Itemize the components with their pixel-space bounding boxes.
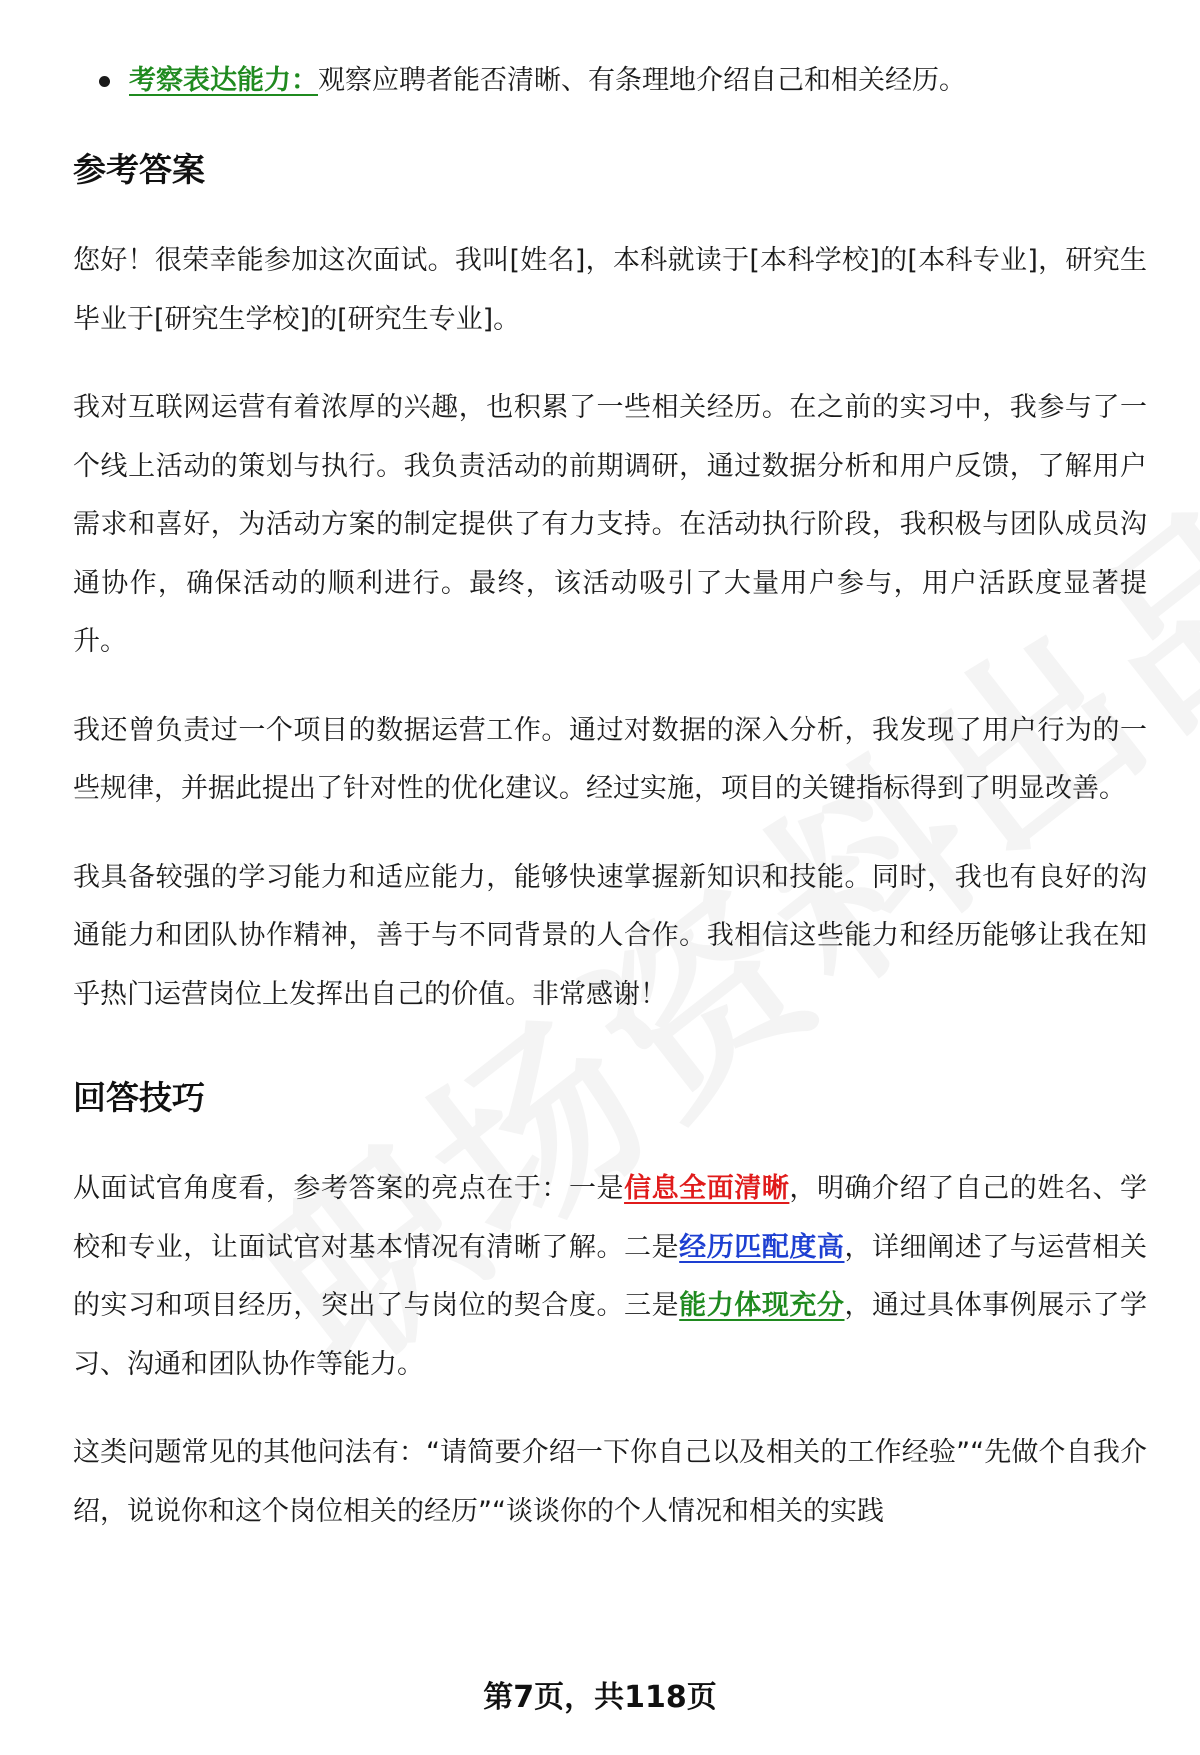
bullet-label: 考察表达能力：: [129, 65, 318, 96]
tips-paragraph-1: [73, 1160, 1147, 1394]
bullet-dot-icon: [99, 76, 110, 87]
tips-text: ，详细阐述了与运营相关的实习和项目经历，突出了与岗位的契合度。三是: [73, 1231, 1148, 1321]
highlight-info-clear: 信息全面清晰: [624, 1173, 790, 1204]
highlight-ability-shown: 能力体现充分: [679, 1290, 845, 1321]
tips-text: ，通过具体事例展示了学习、沟通和团队协作等能力。: [73, 1290, 1148, 1380]
tips-text: ，明确介绍了自己的姓名、学校和专业，让面试官对基本情况有清晰了解。二是: [73, 1173, 1148, 1263]
reference-paragraph-2: 我对互联网运营有着浓厚的兴趣，也积累了一些相关经历。在之前的实习中，我参与了一个线上活动的策划与执行。我负责活动的前期调研，通过数据分析和用户反馈，了解用户需求和喜好，为活动方案的制定提供了有力支持。在活动执行阶段，我积极与团队成员沟通协作，确保活动的顺利进行。最终，该活动吸引了大量用户参与，用户活跃度显著提升。: [73, 392, 1147, 657]
bullet-item: [73, 52, 1147, 110]
page-content: [73, 52, 1147, 1571]
tips-text: 从面试官角度看，参考答案的亮点在于：一是: [73, 1173, 625, 1204]
reference-answer-heading: 参考答案: [73, 150, 205, 189]
tips-paragraph-2: 这类问题常见的其他问法有：“请简要介绍一下你自己以及相关的工作经验”“先做个自我介绍，说说你和这个岗位相关的经历”“谈谈你的个人情况和相关的实践: [73, 1437, 1147, 1527]
bullet-text: 观察应聘者能否清晰、有条理地介绍自己和相关经历。: [318, 65, 966, 96]
reference-paragraph-1: 您好！很荣幸能参加这次面试。我叫[姓名]，本科就读于[本科学校]的[本科专业]，研究生毕业于[研究生学校]的[研究生专业]。: [73, 245, 1147, 335]
reference-paragraph-3: 我还曾负责过一个项目的数据运营工作。通过对数据的深入分析，我发现了用户行为的一些规律，并据此提出了针对性的优化建议。经过实施，项目的关键指标得到了明显改善。: [73, 714, 1147, 804]
reference-paragraph-4: 我具备较强的学习能力和适应能力，能够快速掌握新知识和技能。同时，我也有良好的沟通能力和团队协作精神，善于与不同背景的人合作。我相信这些能力和经历能够让我在知乎热门运营岗位上发挥出自己的价值。非常感谢！: [73, 861, 1147, 1010]
page-number: 第7页，共118页: [483, 1680, 717, 1715]
highlight-experience-match: 经历匹配度高: [679, 1231, 845, 1263]
answer-tips-heading: 回答技巧: [73, 1078, 205, 1117]
